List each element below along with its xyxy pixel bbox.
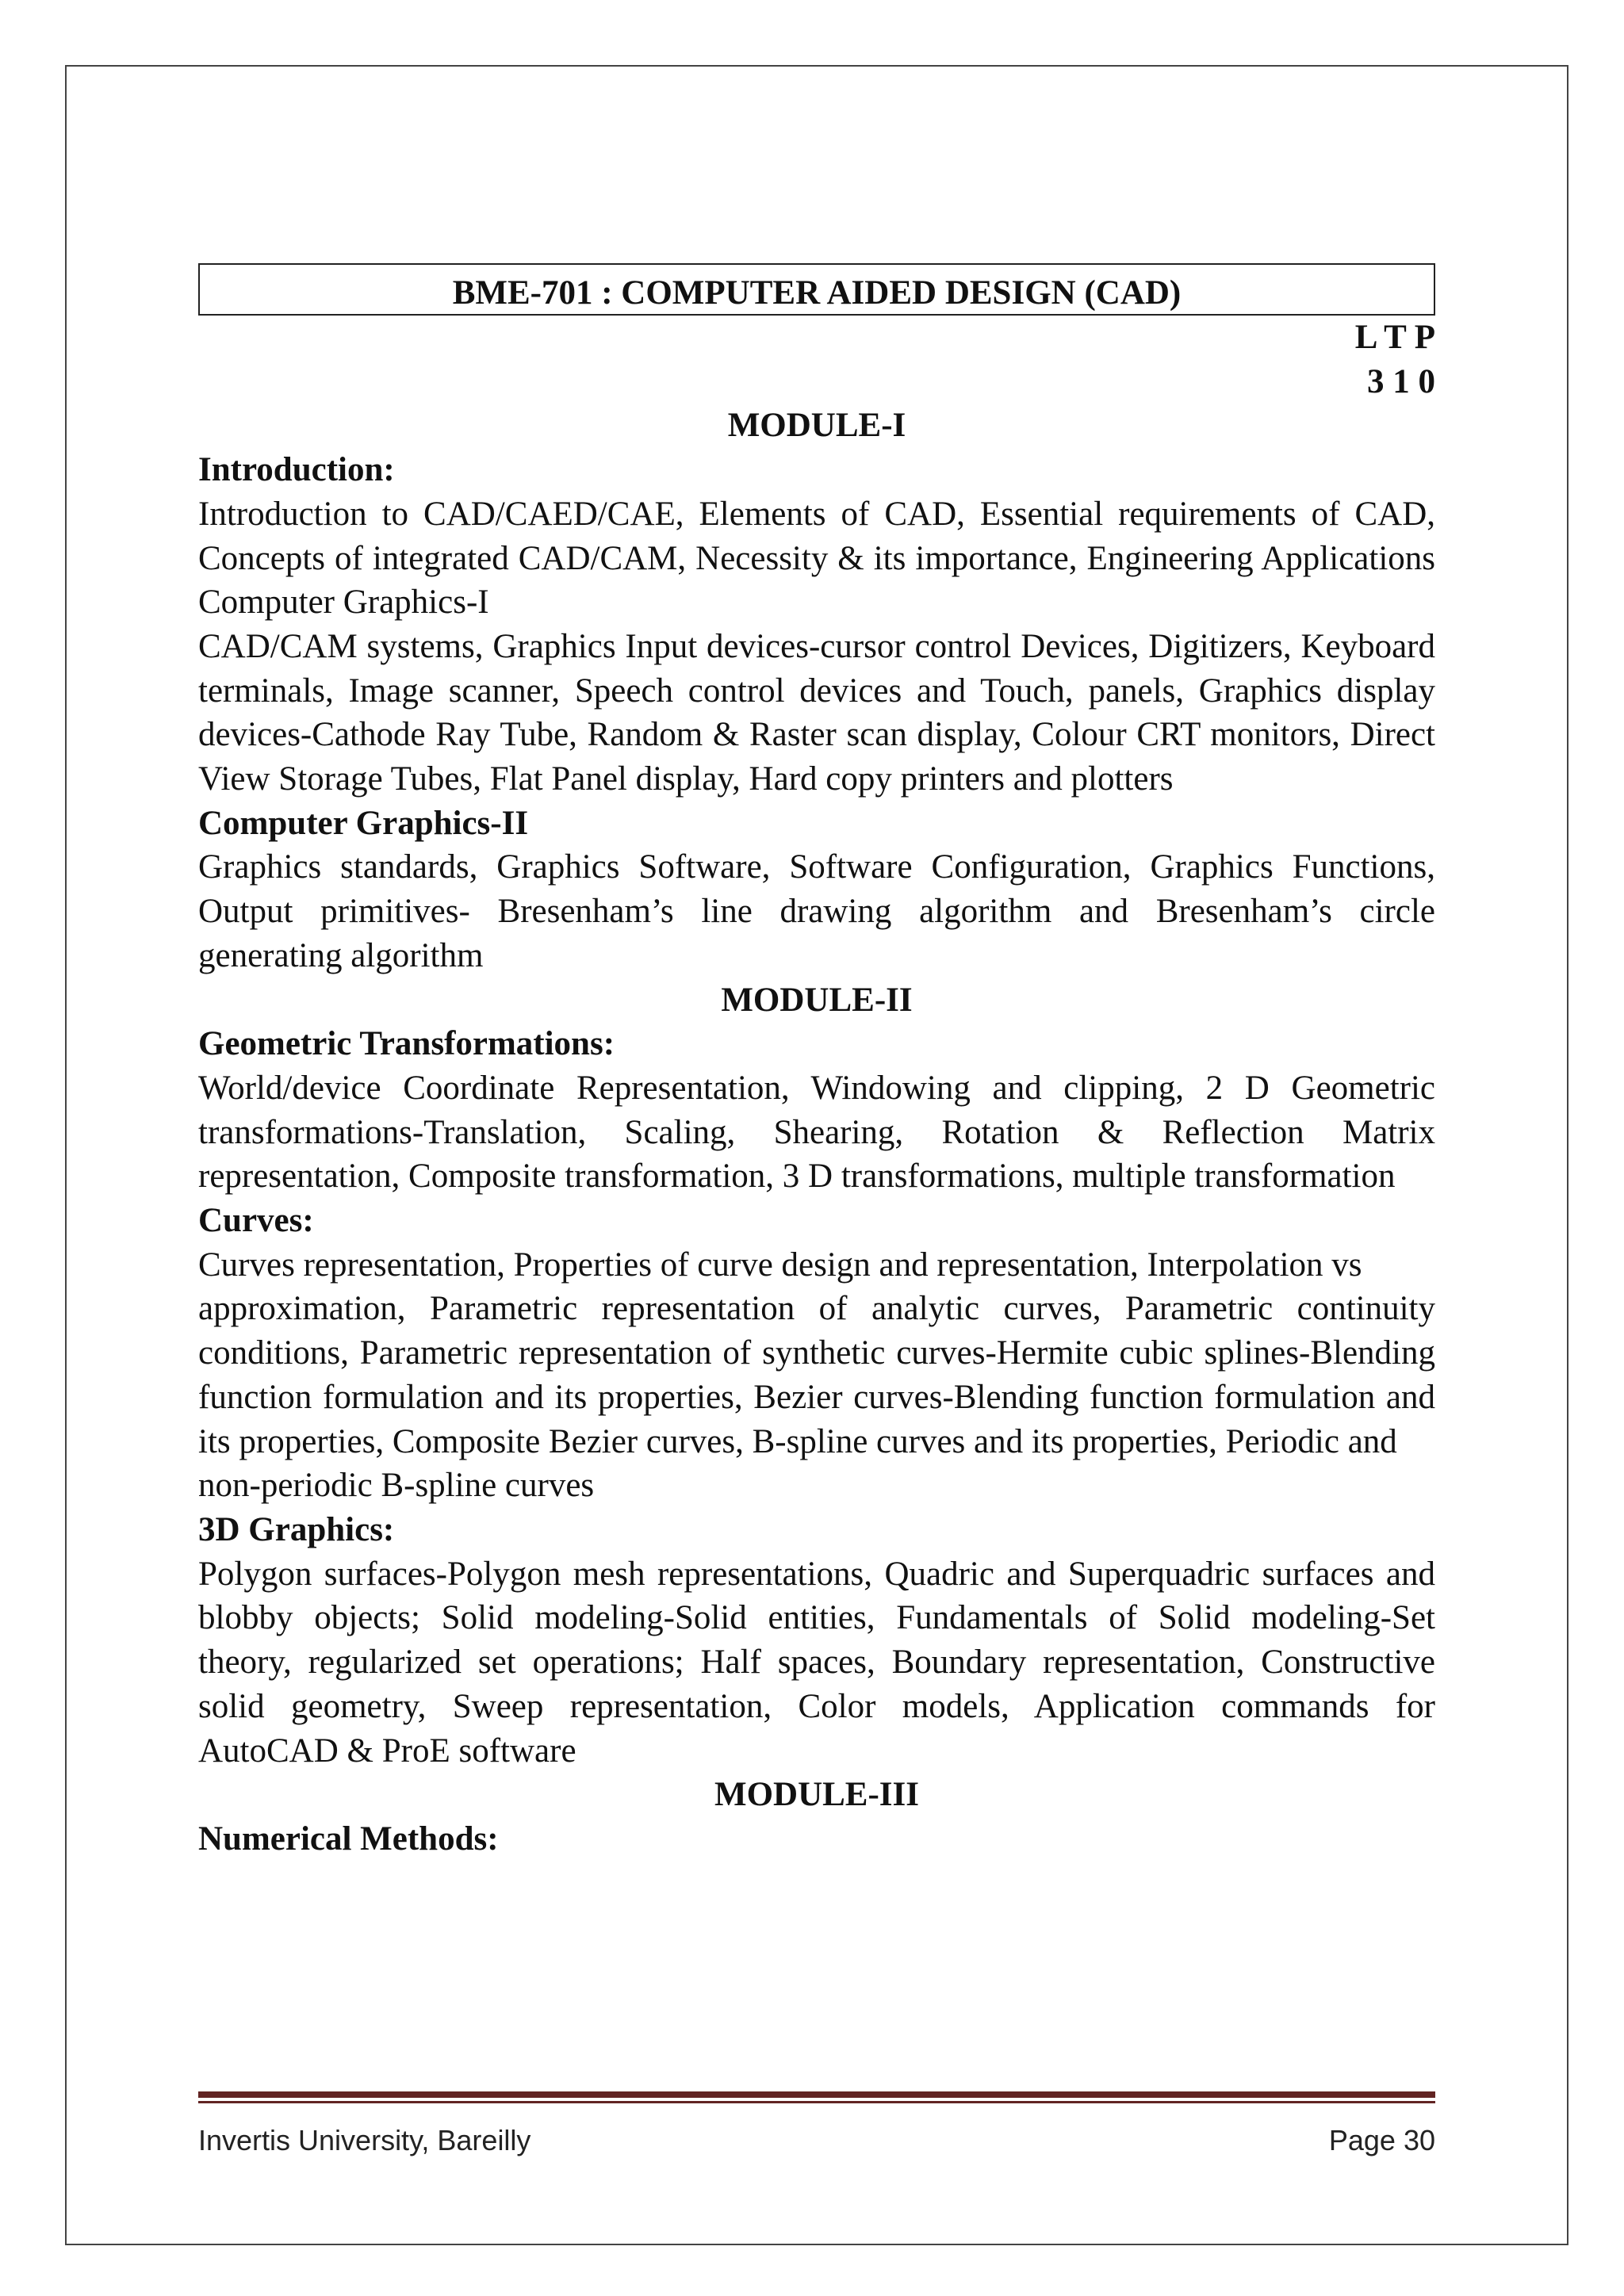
section-heading: Numerical Methods: xyxy=(198,1820,499,1858)
footer-rule-thin xyxy=(198,2101,1435,2103)
section-heading: Computer Graphics-II xyxy=(198,804,529,842)
paragraph: Curves representation, Properties of curve design and representation, Interpolation vs xyxy=(198,1246,1362,1284)
paragraph: CAD/CAM systems, Graphics Input devices-cursor control Devices, Digitizers, Keyboard terminals, Image scanner, Speech control devices and Touch, panels, Graphics display devices-Cathode Ray Tube, Random & Raster scan display, Colour CRT monitors, Direct View Storage Tubes, Flat Panel display, Hard copy printers and plotters xyxy=(198,627,1435,798)
paragraph: Graphics standards, Graphics Software, Software Configuration, Graphics Functions, Output primitives- Bresenham’s line drawing algorithm and Bresenham’s circle generating algorithm xyxy=(198,848,1435,974)
paragraph: World/device Coordinate Representation, Windowing and clipping, 2 D Geometric transformations-Translation, Scaling, Shearing, Rotation & Reflection Matrix representation, Composite transformation, 3 D transformations, multiple transformation xyxy=(198,1069,1435,1196)
module-title: MODULE-III xyxy=(714,1776,920,1814)
paragraph: approximation, Parametric representation of analytic curves, Parametric continuity conditions, Parametric representation of synthetic curves-Hermite cubic splines-Blending function formulation and its properties, Bezier curves-Blending function formulation and its properties, Composite Bezier curves, B-spline curves and its properties, Periodic and xyxy=(198,1290,1435,1460)
ltp-header: L T P xyxy=(1354,319,1435,356)
section-heading: Geometric Transformations: xyxy=(198,1025,615,1063)
course-title: BME-701 : COMPUTER AIDED DESIGN (CAD) xyxy=(198,263,1435,316)
section-heading: Introduction: xyxy=(198,451,395,489)
paragraph: Polygon surfaces-Polygon mesh representations, Quadric and Superquadric surfaces and blobby objects; Solid modeling-Solid entities, Fundamentals of Solid modeling-Set theory, regularized set operations; Half spaces, Boundary representation, Constructive solid geometry, Sweep representation, Color models, Application commands for AutoCAD & ProE software xyxy=(198,1555,1435,1770)
section-heading: Curves: xyxy=(198,1202,314,1240)
footer-text-row xyxy=(198,2124,1435,2157)
module-title: MODULE-I xyxy=(727,407,906,445)
footer-rule-thick xyxy=(198,2091,1435,2098)
footer-institution: Invertis University, Bareilly xyxy=(198,2124,531,2156)
paragraph: non-periodic B-spline curves xyxy=(198,1467,595,1505)
footer-page-number: Page 30 xyxy=(1328,2124,1435,2156)
section-heading: 3D Graphics: xyxy=(198,1510,395,1548)
module-title: MODULE-II xyxy=(721,981,913,1019)
page-footer xyxy=(198,2091,1435,2157)
paragraph: Introduction to CAD/CAED/CAE, Elements of CAD, Essential requirements of CAD, Concepts of integrated CAD/CAM, Necessity & its importance, Engineering Applications Computer Graphics-I xyxy=(198,495,1435,622)
ltp-values: 3 1 0 xyxy=(1367,362,1435,400)
document-content xyxy=(198,263,1435,1862)
